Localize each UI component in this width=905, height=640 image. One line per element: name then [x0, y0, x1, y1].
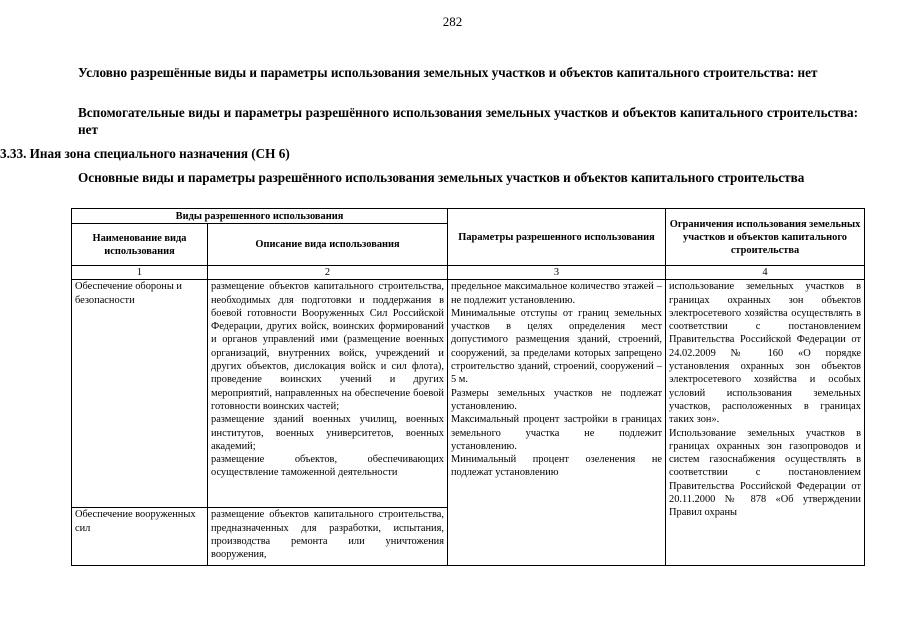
- header-parameters: Параметры разрешенного использования: [448, 209, 666, 266]
- parameter-item: Минимальные отступы от границ земельных участков в целях определения мест допустимого размещения зданий, строений, сооружений, за пределами которых запрещено строительство зданий, строений, сооружений – 5 м.: [451, 307, 662, 386]
- header-restrictions: Ограничения использования земельных участков и объектов капитального строительства: [666, 209, 865, 266]
- use-name: Обеспечение обороны и безопасности: [72, 280, 208, 508]
- restriction-item: Использование земельных участков в границах охранных зон газопроводов и систем газоснабжения осуществлять в соответствии с постановлением Правительства Российской Федерации от 20.11.2000 № 878 «Об утверждении Правил охраны: [669, 427, 861, 519]
- column-number: 3: [448, 266, 666, 280]
- heading-auxiliary-uses: Вспомогательные виды и параметры разрешённого использования земельных участков и объектов капитального строительства: нет: [78, 105, 858, 137]
- header-description: Описание вида использования: [208, 224, 448, 266]
- land-use-table: [71, 208, 865, 566]
- parameter-item: предельное максимальное количество этажей – не подлежит установлению.: [451, 281, 662, 306]
- zone-title: 3.33. Иная зона специального назначения (СН 6): [0, 146, 290, 161]
- use-parameters: [448, 280, 666, 566]
- parameter-item: Минимальный процент озеленения не подлежат установлению: [451, 454, 662, 479]
- page-number: 282: [442, 14, 463, 29]
- column-number: 4: [666, 266, 865, 280]
- header-name: Наименование вида использования: [72, 224, 208, 266]
- column-number: 1: [72, 266, 208, 280]
- restriction-item: использование земельных участков в границах охранных зон объектов электросетевого хозяйства осуществлять в соответствии с постановлением Правительства Российской Федерации от 24.02.2009 № 160 «О порядке установления охранных зон объектов электросетевого хозяйства и особых условий использования земельных участков, расположенных в границах таких зон».: [669, 281, 861, 426]
- use-description: [208, 280, 448, 508]
- parameter-item: Максимальный процент застройки в границах земельного участка не подлежит установлению.: [451, 414, 662, 452]
- header-group: Виды разрешенного использования: [72, 209, 448, 224]
- heading-conditional-uses: Условно разрешённые виды и параметры использования земельных участков и объектов капитального строительства: нет: [78, 65, 818, 80]
- description-part: размещение объектов, обеспечивающих осуществление таможенной деятельности: [211, 454, 444, 479]
- table-header-row: [72, 209, 865, 224]
- column-number: 2: [208, 266, 448, 280]
- use-description: размещение объектов капитального строительства, предназначенных для разработки, испытания, производства ремонта или уничтожения вооружения,: [208, 508, 448, 566]
- description-part: размещение объектов капитального строительства, необходимых для подготовки и поддержания в боевой готовности Вооруженных Сил Российской Федерации, других войск, воинских формирований и органов управлений ими (размещение военных организаций, внутренних войск, учреждений и других объектов, дислокация войск и сил флота), проведение воинских учений и других мероприятий, направленных на обеспечение боевой готовности воинских частей;: [211, 281, 444, 412]
- description-part: размещение зданий военных училищ, военных институтов, военных университетов, военных академий;: [211, 414, 444, 452]
- column-number-row: [72, 266, 865, 280]
- heading-main-uses: Основные виды и параметры разрешённого использования земельных участков и объектов капитального строительства: [78, 170, 805, 185]
- use-restrictions: [666, 280, 865, 566]
- use-name: Обеспечение вооруженных сил: [72, 508, 208, 566]
- table-row: [72, 280, 865, 508]
- parameter-item: Размеры земельных участков не подлежат установлению.: [451, 387, 662, 412]
